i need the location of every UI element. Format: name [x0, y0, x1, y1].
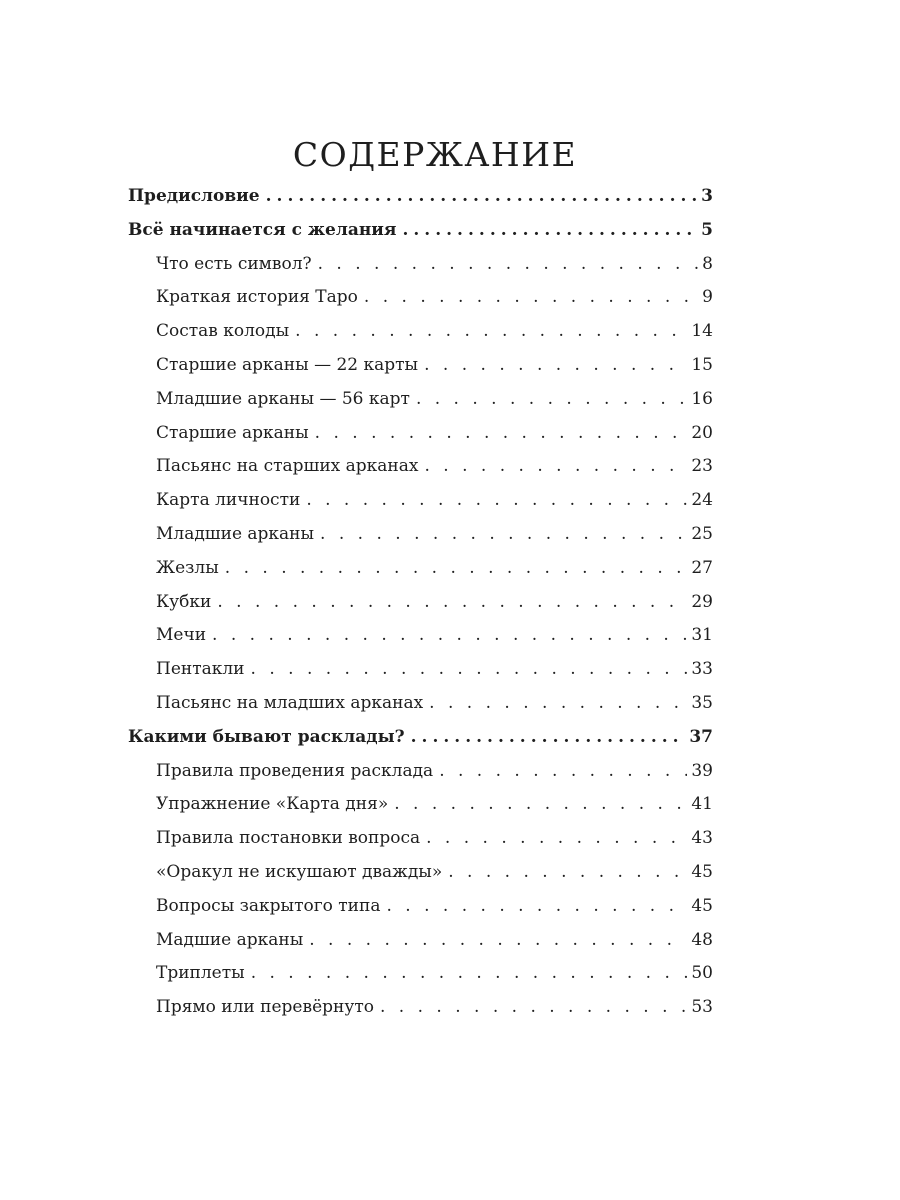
toc-entry	[128, 957, 713, 991]
toc-entry-page-number: 16	[691, 388, 713, 409]
table-of-contents	[128, 180, 713, 1025]
toc-entry-page-number: 23	[691, 456, 713, 477]
dot-leader	[217, 586, 687, 620]
dot-leader	[251, 957, 688, 991]
toc-entry-title: Старшие арканы	[156, 422, 309, 443]
toc-entry	[128, 788, 713, 822]
toc-entry	[128, 349, 713, 383]
dot-leader	[320, 518, 687, 552]
toc-entry-title: Кубки	[156, 591, 212, 612]
toc-entry-page-number: 50	[691, 963, 713, 984]
dot-leader	[380, 991, 687, 1025]
toc-entry	[128, 383, 713, 417]
toc-entry-page-number: 14	[691, 321, 713, 342]
toc-entry-page-number: 41	[691, 794, 713, 815]
toc-entry-title: Мадшие арканы	[156, 929, 304, 950]
toc-entry-title: Что есть символ?	[156, 253, 312, 274]
dot-leader	[225, 552, 688, 586]
dot-leader	[212, 619, 687, 653]
toc-entry-page-number: 33	[691, 659, 713, 680]
toc-entry-page-number: 31	[691, 625, 713, 646]
toc-entry-page-number: 45	[691, 895, 713, 916]
toc-entry	[128, 619, 713, 653]
toc-entry-title: Правила постановки вопроса	[156, 828, 421, 849]
dot-leader	[315, 417, 688, 451]
toc-entry-title: Прямо или перевёрнуто	[156, 997, 374, 1018]
toc-entry	[128, 586, 713, 620]
toc-entry	[128, 450, 713, 484]
dot-leader	[306, 484, 687, 518]
toc-entry	[128, 924, 713, 958]
toc-entry	[128, 856, 713, 890]
toc-entry-title: Упражнение «Карта дня»	[156, 794, 389, 815]
toc-entry-page-number: 37	[689, 726, 713, 747]
toc-entry-page-number: 29	[691, 591, 713, 612]
toc-entry-title: Карта личности	[156, 490, 301, 511]
toc-entry-page-number: 20	[691, 422, 713, 443]
dot-leader	[386, 890, 687, 924]
toc-entry	[128, 890, 713, 924]
dot-leader	[251, 653, 688, 687]
toc-entry-page-number: 15	[691, 354, 713, 375]
toc-entry-page-number: 25	[691, 523, 713, 544]
toc-entry-page-number: 53	[691, 997, 713, 1018]
toc-entry	[128, 518, 713, 552]
dot-leader	[448, 856, 687, 890]
toc-entry-title: Состав колоды	[156, 321, 290, 342]
toc-entry	[128, 755, 713, 789]
toc-entry-title: Какими бывают расклады?	[128, 726, 405, 747]
toc-entry	[128, 721, 713, 755]
toc-entry-title: «Оракул не искушают дважды»	[156, 861, 443, 882]
toc-entry	[128, 687, 713, 721]
toc-entry-page-number: 43	[691, 828, 713, 849]
toc-entry-page-number: 9	[702, 287, 713, 308]
toc-entry-page-number: 45	[691, 861, 713, 882]
toc-entry-title: Всё начинается с желания	[128, 219, 397, 240]
toc-entry	[128, 991, 713, 1025]
toc-entry	[128, 417, 713, 451]
dot-leader	[266, 180, 698, 214]
dot-leader	[411, 721, 686, 755]
dot-leader	[439, 755, 687, 789]
toc-entry-page-number: 35	[691, 692, 713, 713]
toc-entry-page-number: 48	[691, 929, 713, 950]
dot-leader	[424, 349, 687, 383]
toc-entry	[128, 281, 713, 315]
toc-entry-title: Старшие арканы — 22 карты	[156, 354, 419, 375]
toc-entry-title: Пентакли	[156, 659, 245, 680]
toc-entry	[128, 214, 713, 248]
toc-entry-title: Пасьянс на младших арканах	[156, 692, 424, 713]
toc-entry	[128, 248, 713, 282]
toc-entry-page-number: 24	[691, 490, 713, 511]
dot-leader	[402, 214, 697, 248]
dot-leader	[295, 315, 687, 349]
toc-entry-title: Жезлы	[156, 557, 219, 578]
toc-entry-page-number: 5	[701, 219, 713, 240]
toc-entry-title: Вопросы закрытого типа	[156, 895, 381, 916]
dot-leader	[429, 687, 687, 721]
toc-entry	[128, 315, 713, 349]
toc-entry-page-number: 39	[691, 760, 713, 781]
toc-entry	[128, 822, 713, 856]
toc-entry	[128, 484, 713, 518]
toc-entry	[128, 552, 713, 586]
toc-entry-page-number: 8	[702, 253, 713, 274]
toc-entry-title: Пасьянс на старших арканах	[156, 456, 419, 477]
toc-entry-title: Краткая история Таро	[156, 287, 358, 308]
toc-entry	[128, 653, 713, 687]
toc-entry-title: Мечи	[156, 625, 207, 646]
toc-entry	[128, 180, 713, 214]
toc-entry-page-number: 3	[701, 186, 713, 206]
dot-leader	[416, 383, 687, 417]
toc-entry-title: Младшие арканы	[156, 523, 315, 544]
dot-leader	[394, 788, 687, 822]
toc-entry-page-number: 27	[691, 557, 713, 578]
toc-entry-title: Младшие арканы — 56 карт	[156, 388, 410, 409]
dot-leader	[425, 450, 688, 484]
dot-leader	[309, 924, 687, 958]
page-title: СОДЕРЖАНИЕ	[292, 135, 578, 174]
dot-leader	[364, 281, 698, 315]
toc-entry-title: Триплеты	[156, 963, 245, 984]
toc-entry-title: Предисловие	[128, 186, 260, 206]
toc-entry-title: Правила проведения расклада	[156, 760, 434, 781]
dot-leader	[318, 248, 699, 282]
dot-leader	[426, 822, 687, 856]
